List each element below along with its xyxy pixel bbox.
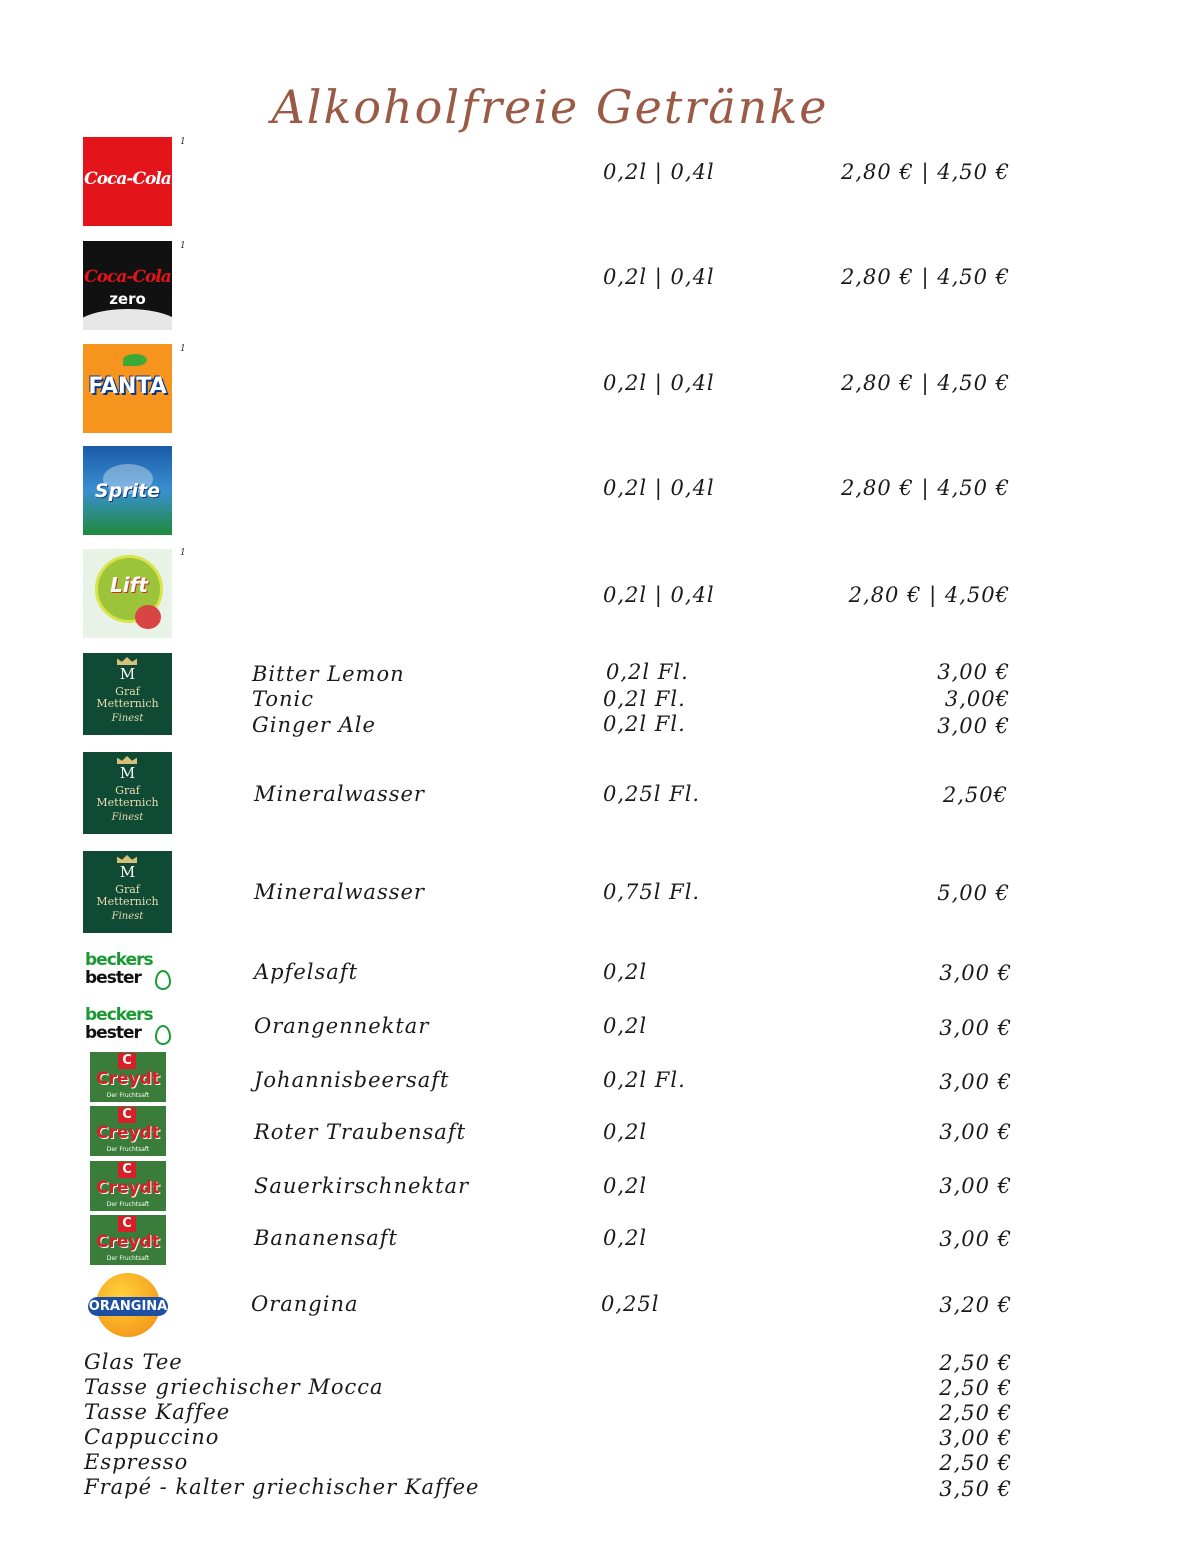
drink-name: Tonic <box>252 687 315 711</box>
crown-icon <box>117 855 137 863</box>
drink-name: Bitter Lemon <box>252 662 405 686</box>
lift-logo: Lift <box>83 549 172 638</box>
drink-price: 3,00 € <box>937 660 1010 684</box>
footnote-marker: 1 <box>180 548 186 558</box>
hot-drink-name: Tasse griechischer Mocca <box>84 1375 384 1399</box>
graf-metternich-logo: M Graf Metternich Finest <box>83 851 172 933</box>
drink-price: 3,00 € <box>939 961 1012 985</box>
soft-price: 2,80 € | 4,50 € <box>840 371 1010 395</box>
drop-icon <box>155 1025 171 1045</box>
orangina-logo: ORANGINA <box>88 1273 168 1339</box>
creydt-logo: C Creydt Der Fruchtsaft <box>90 1215 166 1265</box>
drink-size: 0,2l Fl. <box>603 1068 686 1092</box>
footnote-marker: 1 <box>180 344 186 354</box>
drink-size: 0,2l Fl. <box>606 660 689 684</box>
soft-size: 0,2l | 0,4l <box>603 371 715 395</box>
page-title: Alkoholfreie Getränke <box>271 80 829 134</box>
hot-drink-name: Tasse Kaffee <box>84 1400 231 1424</box>
hot-drink-price: 2,50 € <box>939 1351 1012 1375</box>
soft-price: 2,80 € | 4,50 € <box>840 476 1010 500</box>
soft-size: 0,2l | 0,4l <box>603 160 715 184</box>
drink-size: 0,2l <box>603 1226 648 1250</box>
drink-price: 3,00 € <box>939 1016 1012 1040</box>
drink-price: 3,00 € <box>939 1120 1012 1144</box>
hot-drink-name: Glas Tee <box>84 1350 183 1374</box>
drink-name: Johannisbeersaft <box>254 1068 450 1092</box>
sprite-logo: Sprite <box>83 446 172 535</box>
soft-price: 2,80 € | 4,50 € <box>840 160 1010 184</box>
fanta-leaf-icon <box>123 354 147 366</box>
creydt-logo: C Creydt Der Fruchtsaft <box>90 1106 166 1156</box>
hot-drink-name: Frapé - kalter griechischer Kaffee <box>84 1475 480 1499</box>
drink-price: 3,00 € <box>939 1174 1012 1198</box>
hot-drink-name: Espresso <box>84 1450 189 1474</box>
swoosh-shape <box>83 309 172 330</box>
soft-size: 0,2l | 0,4l <box>603 583 715 607</box>
hot-drink-price: 2,50 € <box>939 1401 1012 1425</box>
footnote-marker: 1 <box>180 241 186 251</box>
drink-name: Orangennektar <box>254 1014 430 1038</box>
crown-icon <box>117 657 137 665</box>
drink-price: 3,00 € <box>937 714 1010 738</box>
drink-price: 3,00 € <box>939 1070 1012 1094</box>
drink-size: 0,25l Fl. <box>603 782 701 806</box>
apple-icon <box>135 605 161 629</box>
drink-name: Orangina <box>251 1292 359 1316</box>
hot-drink-price: 3,50 € <box>939 1477 1012 1501</box>
creydt-logo: C Creydt Der Fruchtsaft <box>90 1161 166 1211</box>
drink-name: Mineralwasser <box>254 880 425 904</box>
drink-size: 0,2l <box>603 960 648 984</box>
graf-metternich-logo: M Graf Metternich Finest <box>83 653 172 735</box>
hot-drink-price: 2,50 € <box>939 1376 1012 1400</box>
drink-size: 0,2l <box>603 1174 648 1198</box>
fanta-logo: FANTA <box>83 344 172 433</box>
crown-icon <box>117 756 137 764</box>
drink-name: Roter Traubensaft <box>254 1120 467 1144</box>
hot-drink-name: Cappuccino <box>84 1425 220 1449</box>
drink-name: Bananensaft <box>254 1226 398 1250</box>
drink-size: 0,2l Fl. <box>603 712 686 736</box>
drink-size: 0,2l Fl. <box>603 687 686 711</box>
graf-metternich-logo: M Graf Metternich Finest <box>83 752 172 834</box>
soft-price: 2,80 € | 4,50 € <box>840 265 1010 289</box>
drink-price: 3,00 € <box>939 1227 1012 1251</box>
drink-name: Ginger Ale <box>252 713 376 737</box>
hot-drink-price: 2,50 € <box>939 1451 1012 1475</box>
beckers-bester-logo: beckers bester <box>83 1005 175 1049</box>
drink-price: 5,00 € <box>937 881 1010 905</box>
footnote-marker: 1 <box>180 137 186 147</box>
drink-price: 3,20 € <box>939 1293 1012 1317</box>
hot-drink-price: 3,00 € <box>939 1426 1012 1450</box>
soft-price: 2,80 € | 4,50€ <box>848 583 1010 607</box>
drink-size: 0,2l <box>603 1120 648 1144</box>
coca-cola-zero-logo: Coca-Cola zero <box>83 241 172 330</box>
drop-icon <box>155 970 171 990</box>
soft-size: 0,2l | 0,4l <box>603 265 715 289</box>
beckers-bester-logo: beckers bester <box>83 950 175 994</box>
drink-name: Sauerkirschnektar <box>254 1174 470 1198</box>
drink-price: 2,50€ <box>942 783 1008 807</box>
coca-cola-logo: Coca-Cola <box>83 137 172 226</box>
drink-size: 0,25l <box>601 1292 660 1316</box>
soft-size: 0,2l | 0,4l <box>603 476 715 500</box>
drink-name: Mineralwasser <box>254 782 425 806</box>
drink-size: 0,2l <box>603 1014 648 1038</box>
creydt-logo: C Creydt Der Fruchtsaft <box>90 1052 166 1102</box>
drink-size: 0,75l Fl. <box>603 880 701 904</box>
drink-price: 3,00€ <box>944 687 1010 711</box>
drink-name: Apfelsaft <box>254 960 359 984</box>
